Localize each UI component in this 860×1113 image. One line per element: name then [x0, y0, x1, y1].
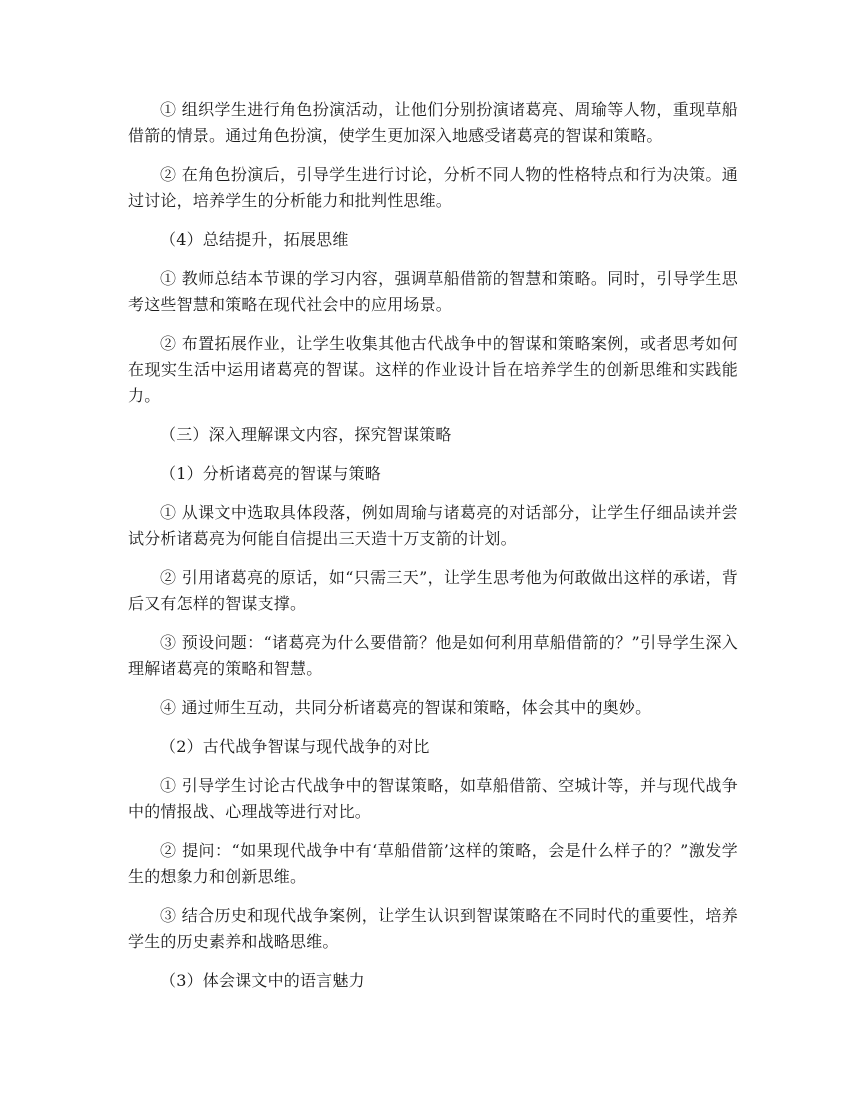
section-heading-understanding: （三）深入理解课文内容，探究智谋策略	[160, 425, 452, 444]
subsection-heading-language: （3）体会课文中的语言魅力	[160, 971, 365, 990]
paragraph-history-cases: ③ 结合历史和现代战争案例，让学生认识到智谋策略在不同时代的重要性，培养学生的历史素养和战略思维。	[128, 906, 738, 951]
subsection-heading-analysis: （1）分析诸葛亮的智谋与策略	[160, 464, 381, 483]
paragraph-extension-homework: ② 布置拓展作业，让学生收集其他古代战争中的智谋和策略案例，或者思考如何在现实生活中运用诸葛亮的智谋。这样的作业设计旨在培养学生的创新思维和实践能力。	[128, 334, 738, 405]
paragraph-preset-question: ③ 预设问题：“诸葛亮为什么要借箭？他是如何利用草船借箭的？”引导学生深入理解诸葛亮的策略和智慧。	[128, 633, 738, 678]
document-body	[128, 97, 738, 994]
paragraph-role-play: ① 组织学生进行角色扮演活动，让他们分别扮演诸葛亮、周瑜等人物，重现草船借箭的情景。通过角色扮演，使学生更加深入地感受诸葛亮的智谋和策略。	[128, 100, 738, 145]
paragraph-quote: ② 引用诸葛亮的原话，如“只需三天”，让学生思考他为何敢做出这样的承诺，背后又有怎样的智谋支撑。	[128, 568, 738, 613]
paragraph-select-passage: ① 从课文中选取具体段落，例如周瑜与诸葛亮的对话部分，让学生仔细品读并尝试分析诸葛亮为何能自信提出三天造十万支箭的计划。	[128, 503, 738, 548]
paragraph-interaction: ④ 通过师生互动，共同分析诸葛亮的智谋和策略，体会其中的奥妙。	[160, 698, 652, 717]
paragraph-teacher-summary: ① 教师总结本节课的学习内容，强调草船借箭的智慧和策略。同时，引导学生思考这些智慧和策略在现代社会中的应用场景。	[128, 269, 738, 314]
subsection-heading-comparison: （2）古代战争智谋与现代战争的对比	[160, 737, 430, 756]
paragraph-discussion: ② 在角色扮演后，引导学生进行讨论，分析不同人物的性格特点和行为决策。通过讨论，培养学生的分析能力和批判性思维。	[128, 165, 738, 210]
paragraph-modern-question: ② 提问：“如果现代战争中有‘草船借箭’这样的策略，会是什么样子的？”激发学生的想象力和创新思维。	[128, 841, 738, 886]
section-heading-summary: （4）总结提升，拓展思维	[160, 230, 349, 249]
paragraph-ancient-war: ① 引导学生讨论古代战争中的智谋策略，如草船借箭、空城计等，并与现代战争中的情报战、心理战等进行对比。	[128, 776, 738, 821]
